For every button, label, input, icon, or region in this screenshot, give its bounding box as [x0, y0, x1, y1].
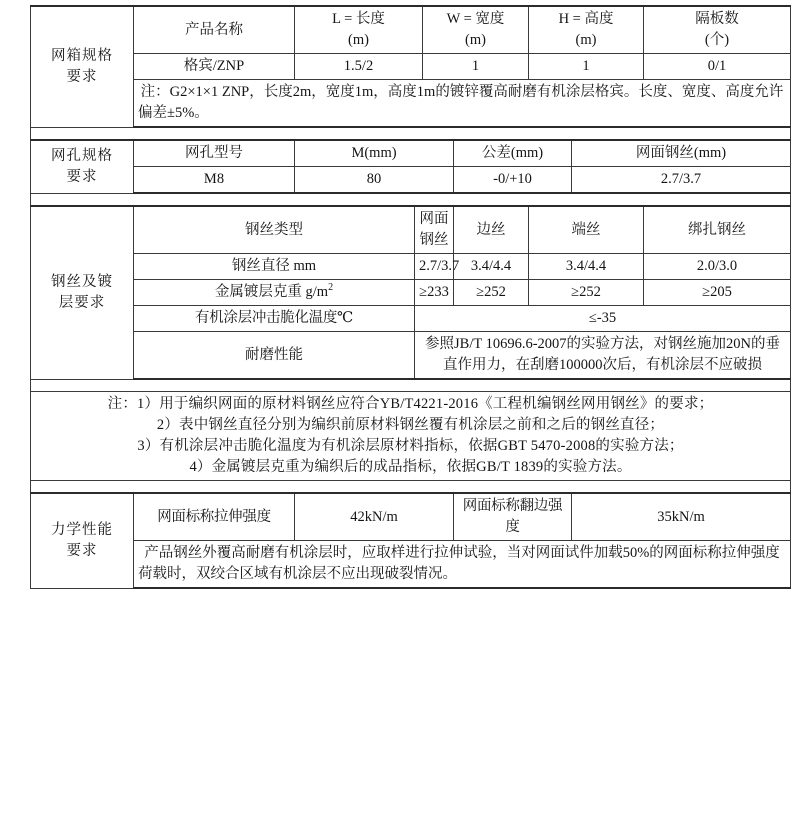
wire-coating-header-row — [31, 206, 791, 254]
mesh-hole-header-m: M(mm) — [295, 140, 454, 167]
specification-table — [30, 5, 791, 589]
wire-diameter-binding: 2.0/3.0 — [644, 254, 791, 280]
mesh-box-value-partitions: 0/1 — [644, 54, 791, 80]
mesh-box-note: 注：G2×1×1 ZNP，长度2m，宽度1m，高度1m的镀锌覆高耐磨有机涂层格宾。长度、宽度、高度允许偏差±5%。 — [134, 80, 791, 128]
mesh-hole-header-row — [31, 140, 791, 167]
notes-block-row — [31, 392, 791, 481]
mesh-hole-header-surface-wire: 网面钢丝(mm) — [572, 140, 791, 167]
mesh-box-header-width: W = 宽度 (m) — [423, 6, 529, 54]
mechanical-strength-row — [31, 493, 791, 541]
mesh-box-header-length: L = 长度 (m) — [295, 6, 423, 54]
edge-strength-label: 网面标称翻边强度 — [454, 493, 572, 541]
coating-weight-surface: ≥233 — [415, 280, 454, 306]
notes-block — [31, 392, 791, 481]
coating-weight-end: ≥252 — [529, 280, 644, 306]
coating-weight-row — [31, 280, 791, 306]
mesh-hole-value-model: M8 — [134, 167, 295, 194]
wire-coating-section-label: 钢丝及镀 层要求 — [31, 206, 134, 379]
mesh-box-value-width: 1 — [423, 54, 529, 80]
mesh-box-value-product: 格宾/ZNP — [134, 54, 295, 80]
edge-strength-value: 35kN/m — [572, 493, 791, 541]
wire-diameter-label: 钢丝直径 mm — [134, 254, 415, 280]
wire-type-header: 钢丝类型 — [134, 206, 415, 254]
mesh-box-value-row — [31, 54, 791, 80]
wear-resistance-label: 耐磨性能 — [134, 332, 415, 380]
tensile-strength-label: 网面标称拉伸强度 — [134, 493, 295, 541]
mesh-hole-value-m: 80 — [295, 167, 454, 194]
mesh-box-value-length: 1.5/2 — [295, 54, 423, 80]
mechanical-description: 产品钢丝外覆高耐磨有机涂层时，应取样进行拉伸试验，当对网面试件加载50%的网面标称拉伸强度荷载时，双绞合区域有机涂层不应出现破裂情况。 — [134, 541, 791, 589]
coating-weight-edge: ≥252 — [454, 280, 529, 306]
note-item-2: 2）表中钢丝直径分别为编织前原材料钢丝覆有机涂层之前和之后的钢丝直径； — [156, 417, 665, 434]
mesh-box-header-height: H = 高度 (m) — [529, 6, 644, 54]
mesh-box-header-row — [31, 6, 791, 54]
mesh-hole-section-label: 网孔规格 要求 — [31, 140, 134, 193]
section-gap-4 — [31, 481, 791, 494]
wire-header-end: 端丝 — [529, 206, 644, 254]
note-item-3: 3）有机涂层冲击脆化温度为有机涂层原材料指标，依据GBT 5470-2008的实验方法； — [137, 438, 684, 455]
wear-resistance-value: 参照JB/T 10696.6-2007的实验方法，对钢丝施加20N的垂直作用力，在刮磨100000次后，有机涂层不应破损 — [415, 332, 791, 380]
mesh-hole-value-tolerance: -0/+10 — [454, 167, 572, 194]
brittle-temperature-row — [31, 306, 791, 332]
mesh-hole-header-tolerance: 公差(mm) — [454, 140, 572, 167]
note-item-4: 4）金属镀层克重为编织后的成品指标，依据GB/T 1839的实验方法。 — [189, 459, 632, 476]
wire-diameter-row — [31, 254, 791, 280]
mechanical-section-label: 力学性能 要求 — [31, 493, 134, 588]
section-gap-2 — [31, 193, 791, 206]
mesh-box-note-row — [31, 80, 791, 128]
coating-weight-superscript: 2 — [328, 282, 334, 294]
mesh-box-header-partitions: 隔板数 (个) — [644, 6, 791, 54]
coating-weight-binding: ≥205 — [644, 280, 791, 306]
mesh-hole-value-surface-wire: 2.7/3.7 — [572, 167, 791, 194]
mesh-box-header-product: 产品名称 — [134, 6, 295, 54]
mesh-box-value-height: 1 — [529, 54, 644, 80]
wire-header-edge: 边丝 — [454, 206, 529, 254]
mesh-hole-value-row — [31, 167, 791, 194]
brittle-temperature-label: 有机涂层冲击脆化温度℃ — [134, 306, 415, 332]
wire-diameter-surface: 2.7/3.7 — [415, 254, 454, 280]
coating-weight-label: 金属镀层克重 $g/m^2$ — [134, 280, 415, 306]
wear-resistance-row — [31, 332, 791, 380]
mesh-hole-header-model: 网孔型号 — [134, 140, 295, 167]
section-gap-3 — [31, 379, 791, 392]
wire-diameter-end: 3.4/4.4 — [529, 254, 644, 280]
note-item-1: 注：1）用于编织网面的原材料钢丝应符合YB/T4221-2016《工程机编钢丝网用钢丝》的要求； — [107, 396, 714, 413]
wire-header-surface: 网面钢丝 — [415, 206, 454, 254]
wire-header-binding: 绑扎钢丝 — [644, 206, 791, 254]
tensile-strength-value: 42kN/m — [295, 493, 454, 541]
wire-diameter-edge: 3.4/4.4 — [454, 254, 529, 280]
brittle-temperature-value: ≤-35 — [415, 306, 791, 332]
mechanical-description-row — [31, 541, 791, 589]
section-gap-1 — [31, 127, 791, 140]
mesh-box-section-label: 网箱规格 要求 — [31, 6, 134, 127]
